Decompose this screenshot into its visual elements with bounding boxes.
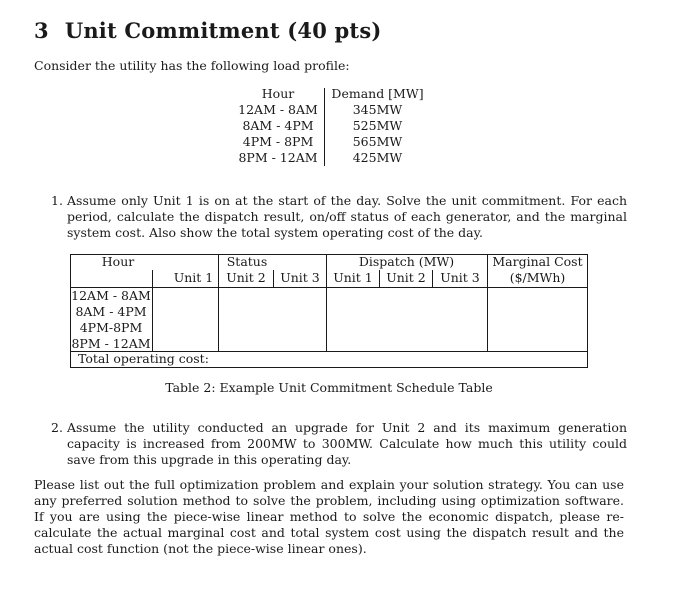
hour-row-label: 12AM - 8AM (71, 288, 151, 303)
dispatch-unit-3: Unit 3 (440, 270, 480, 285)
unit-commitment-schedule-table (70, 254, 588, 368)
hour-col-header: Hour (101, 254, 135, 269)
col-sep-hour (152, 270, 153, 351)
demand-cell: 425MW (352, 150, 403, 165)
hour-header: Hour (261, 86, 295, 101)
table-border-bottom (70, 367, 588, 368)
hour-row-label: 8AM - 4PM (75, 304, 147, 319)
total-operating-cost-label: Total operating cost: (78, 351, 209, 366)
demand-cell: 565MW (352, 134, 403, 149)
status-unit-1: Unit 1 (173, 270, 214, 285)
question-item-2 (51, 420, 631, 468)
demand-header: Demand [MW] (331, 86, 424, 101)
item-text: Assume only Unit 1 is on at the start of the day. Solve the unit commitment. For each period, calculate the dispatch result, on/off status of each generator, and the marginal system cost. Also show the total system operating cost of the day. (67, 193, 627, 240)
item-text: Assume the utility conducted an upgrade for Unit 2 and its maximum generation capacity is increased from 200MW to 300MW. Calculate how much this utility could save from this upgrade in this operating day. (67, 420, 627, 467)
load-table-row (232, 118, 432, 134)
hour-row-label: 4PM-8PM (79, 320, 143, 335)
closing-paragraph: Please list out the full optimization problem and explain your solution strategy. You can use any preferred solution method to solve the problem, including using optimization software. If you are using the piece-wise linear method to solve the economic dispatch, please re-calculate the actual marginal cost and total system cost using the dispatch result and the actual cost function (not the piece-wise linear ones). (34, 477, 624, 556)
status-group-header: Status (226, 254, 268, 269)
hour-cell: 8PM - 12AM (238, 150, 318, 165)
marginal-cost-unit: ($/MWh) (509, 270, 566, 285)
load-table-row (232, 150, 432, 166)
status-unit-3: Unit 3 (280, 270, 320, 285)
section-title: Unit Commitment (40 pts) (64, 18, 382, 43)
demand-cell: 525MW (352, 118, 403, 133)
load-table-row (232, 134, 432, 150)
hour-cell: 4PM - 8PM (242, 134, 314, 149)
item-number: 2. (51, 420, 63, 435)
dispatch-unit-1: Unit 1 (333, 270, 373, 285)
status-unit-2: Unit 2 (226, 270, 266, 285)
intro-text: Consider the utility has the following load profile: (34, 58, 350, 73)
section-heading (34, 18, 382, 43)
table-caption: Table 2: Example Unit Commitment Schedule Table (165, 380, 493, 395)
section-number: 3 (34, 18, 49, 43)
hour-row-label: 8PM - 12AM (71, 336, 151, 351)
marginal-cost-header: Marginal Cost (492, 254, 583, 269)
dispatch-unit-2: Unit 2 (386, 270, 426, 285)
load-table-header (232, 86, 432, 102)
question-item-1 (51, 193, 631, 241)
item-number: 1. (51, 193, 63, 208)
hour-cell: 8AM - 4PM (242, 118, 314, 133)
hour-cell: 12AM - 8AM (238, 102, 318, 117)
load-table-row (232, 102, 432, 118)
demand-cell: 345MW (352, 102, 403, 117)
dispatch-group-header: Dispatch (MW) (358, 254, 455, 269)
